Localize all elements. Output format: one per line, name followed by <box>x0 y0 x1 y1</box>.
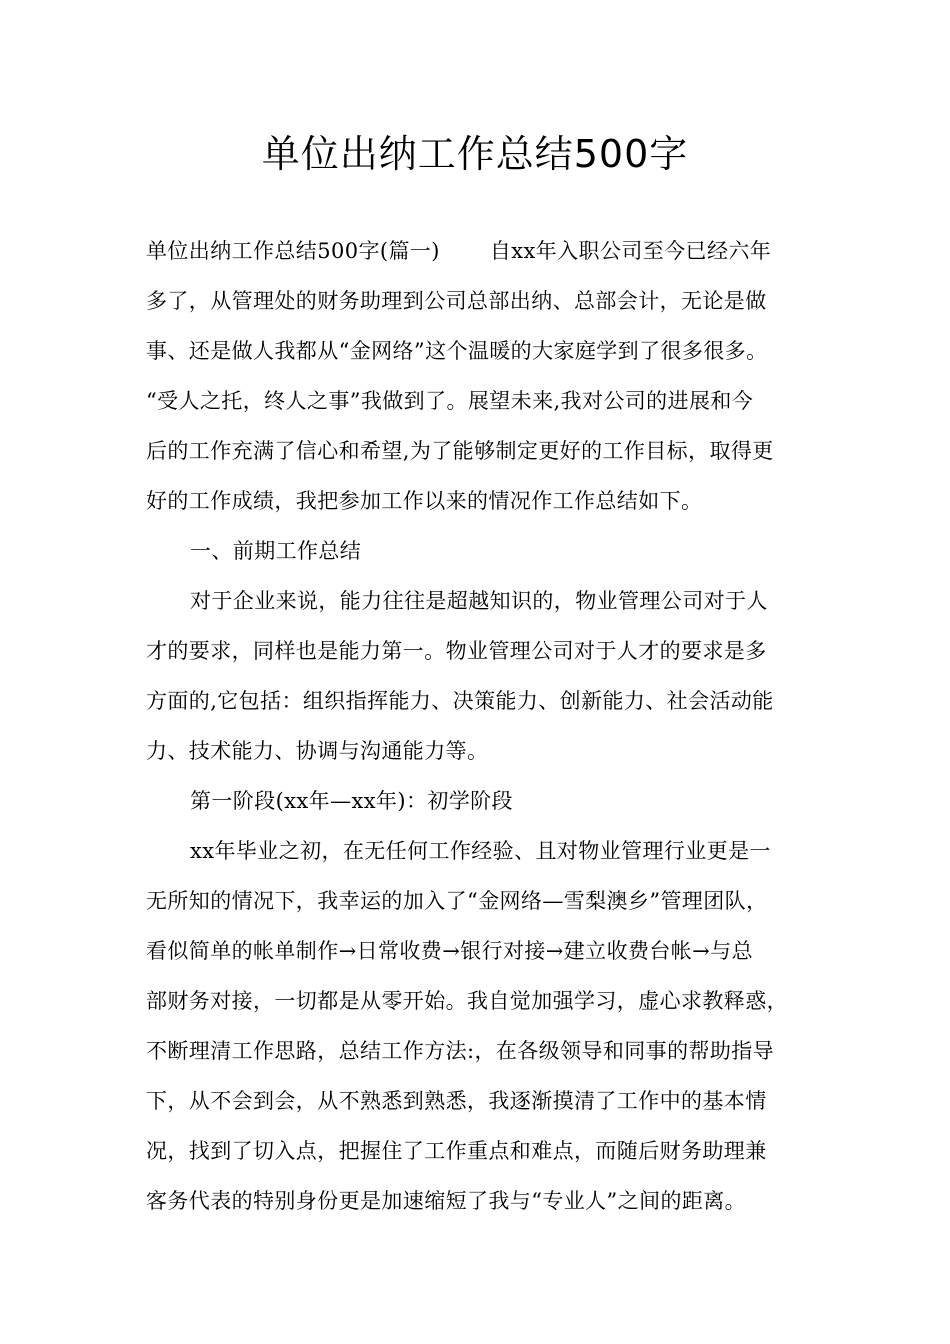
paragraph-line: 方面的,它包括：组织指挥能力、决策能力、创新能力、社会活动能 <box>146 689 774 713</box>
paragraph-line: 客务代表的特别身份更是加速缩短了我与“专业人”之间的距离。 <box>146 1189 747 1213</box>
paragraph-line: 对于企业来说，能力往往是超越知识的，物业管理公司对于人 <box>190 589 768 613</box>
paragraph-line: 多了，从管理处的财务助理到公司总部出纳、总部会计，无论是做 <box>146 289 767 313</box>
document-body <box>146 226 816 1226</box>
intro-label: 单位出纳工作总结500字(篇一) <box>146 239 440 263</box>
paragraph-line: xx年毕业之初，在无任何工作经验、且对物业管理行业更是一 <box>190 839 771 863</box>
paragraph-line: 不断理清工作思路，总结工作方法:，在各级领导和同事的帮助指导 <box>146 1039 775 1063</box>
paragraph-line: 况，找到了切入点，把握住了工作重点和难点，而随后财务助理兼 <box>146 1139 767 1163</box>
stage-heading: 第一阶段(xx年—xx年)：初学阶段 <box>190 789 513 813</box>
paragraph-line: 无所知的情况下，我幸运的加入了“金网络—雪梨澳乡”管理团队， <box>146 889 768 913</box>
paragraph-line: 好的工作成绩，我把参加工作以来的情况作工作总结如下。 <box>146 489 703 513</box>
document-title: 单位出纳工作总结500字 <box>261 132 689 176</box>
intro-text: 自xx年入职公司至今已经六年 <box>489 239 772 263</box>
section-heading: 一、前期工作总结 <box>190 539 362 563</box>
paragraph-line: 后的工作充满了信心和希望,为了能够制定更好的工作目标，取得更 <box>146 439 774 463</box>
paragraph-line: 部财务对接，一切都是从零开始。我自觉加强学习，虚心求教释惑， <box>146 989 788 1013</box>
paragraph-line: 下，从不会到会，从不熟悉到熟悉，我逐渐摸清了工作中的基本情 <box>146 1089 767 1113</box>
paragraph-line: “受人之托，终人之事”我做到了。展望未来,我对公司的进展和今 <box>146 389 754 413</box>
paragraph-line <box>146 226 816 276</box>
paragraph-line: 才的要求，同样也是能力第一。物业管理公司对于人才的要求是多 <box>146 639 767 663</box>
paragraph-line: 事、还是做人我都从“金网络”这个温暖的大家庭学到了很多很多。 <box>146 339 768 363</box>
paragraph-line: 力、技术能力、协调与沟通能力等。 <box>146 739 489 763</box>
paragraph-line: 看似简单的帐单制作→日常收费→银行对接→建立收费台帐→与总 <box>146 939 753 963</box>
